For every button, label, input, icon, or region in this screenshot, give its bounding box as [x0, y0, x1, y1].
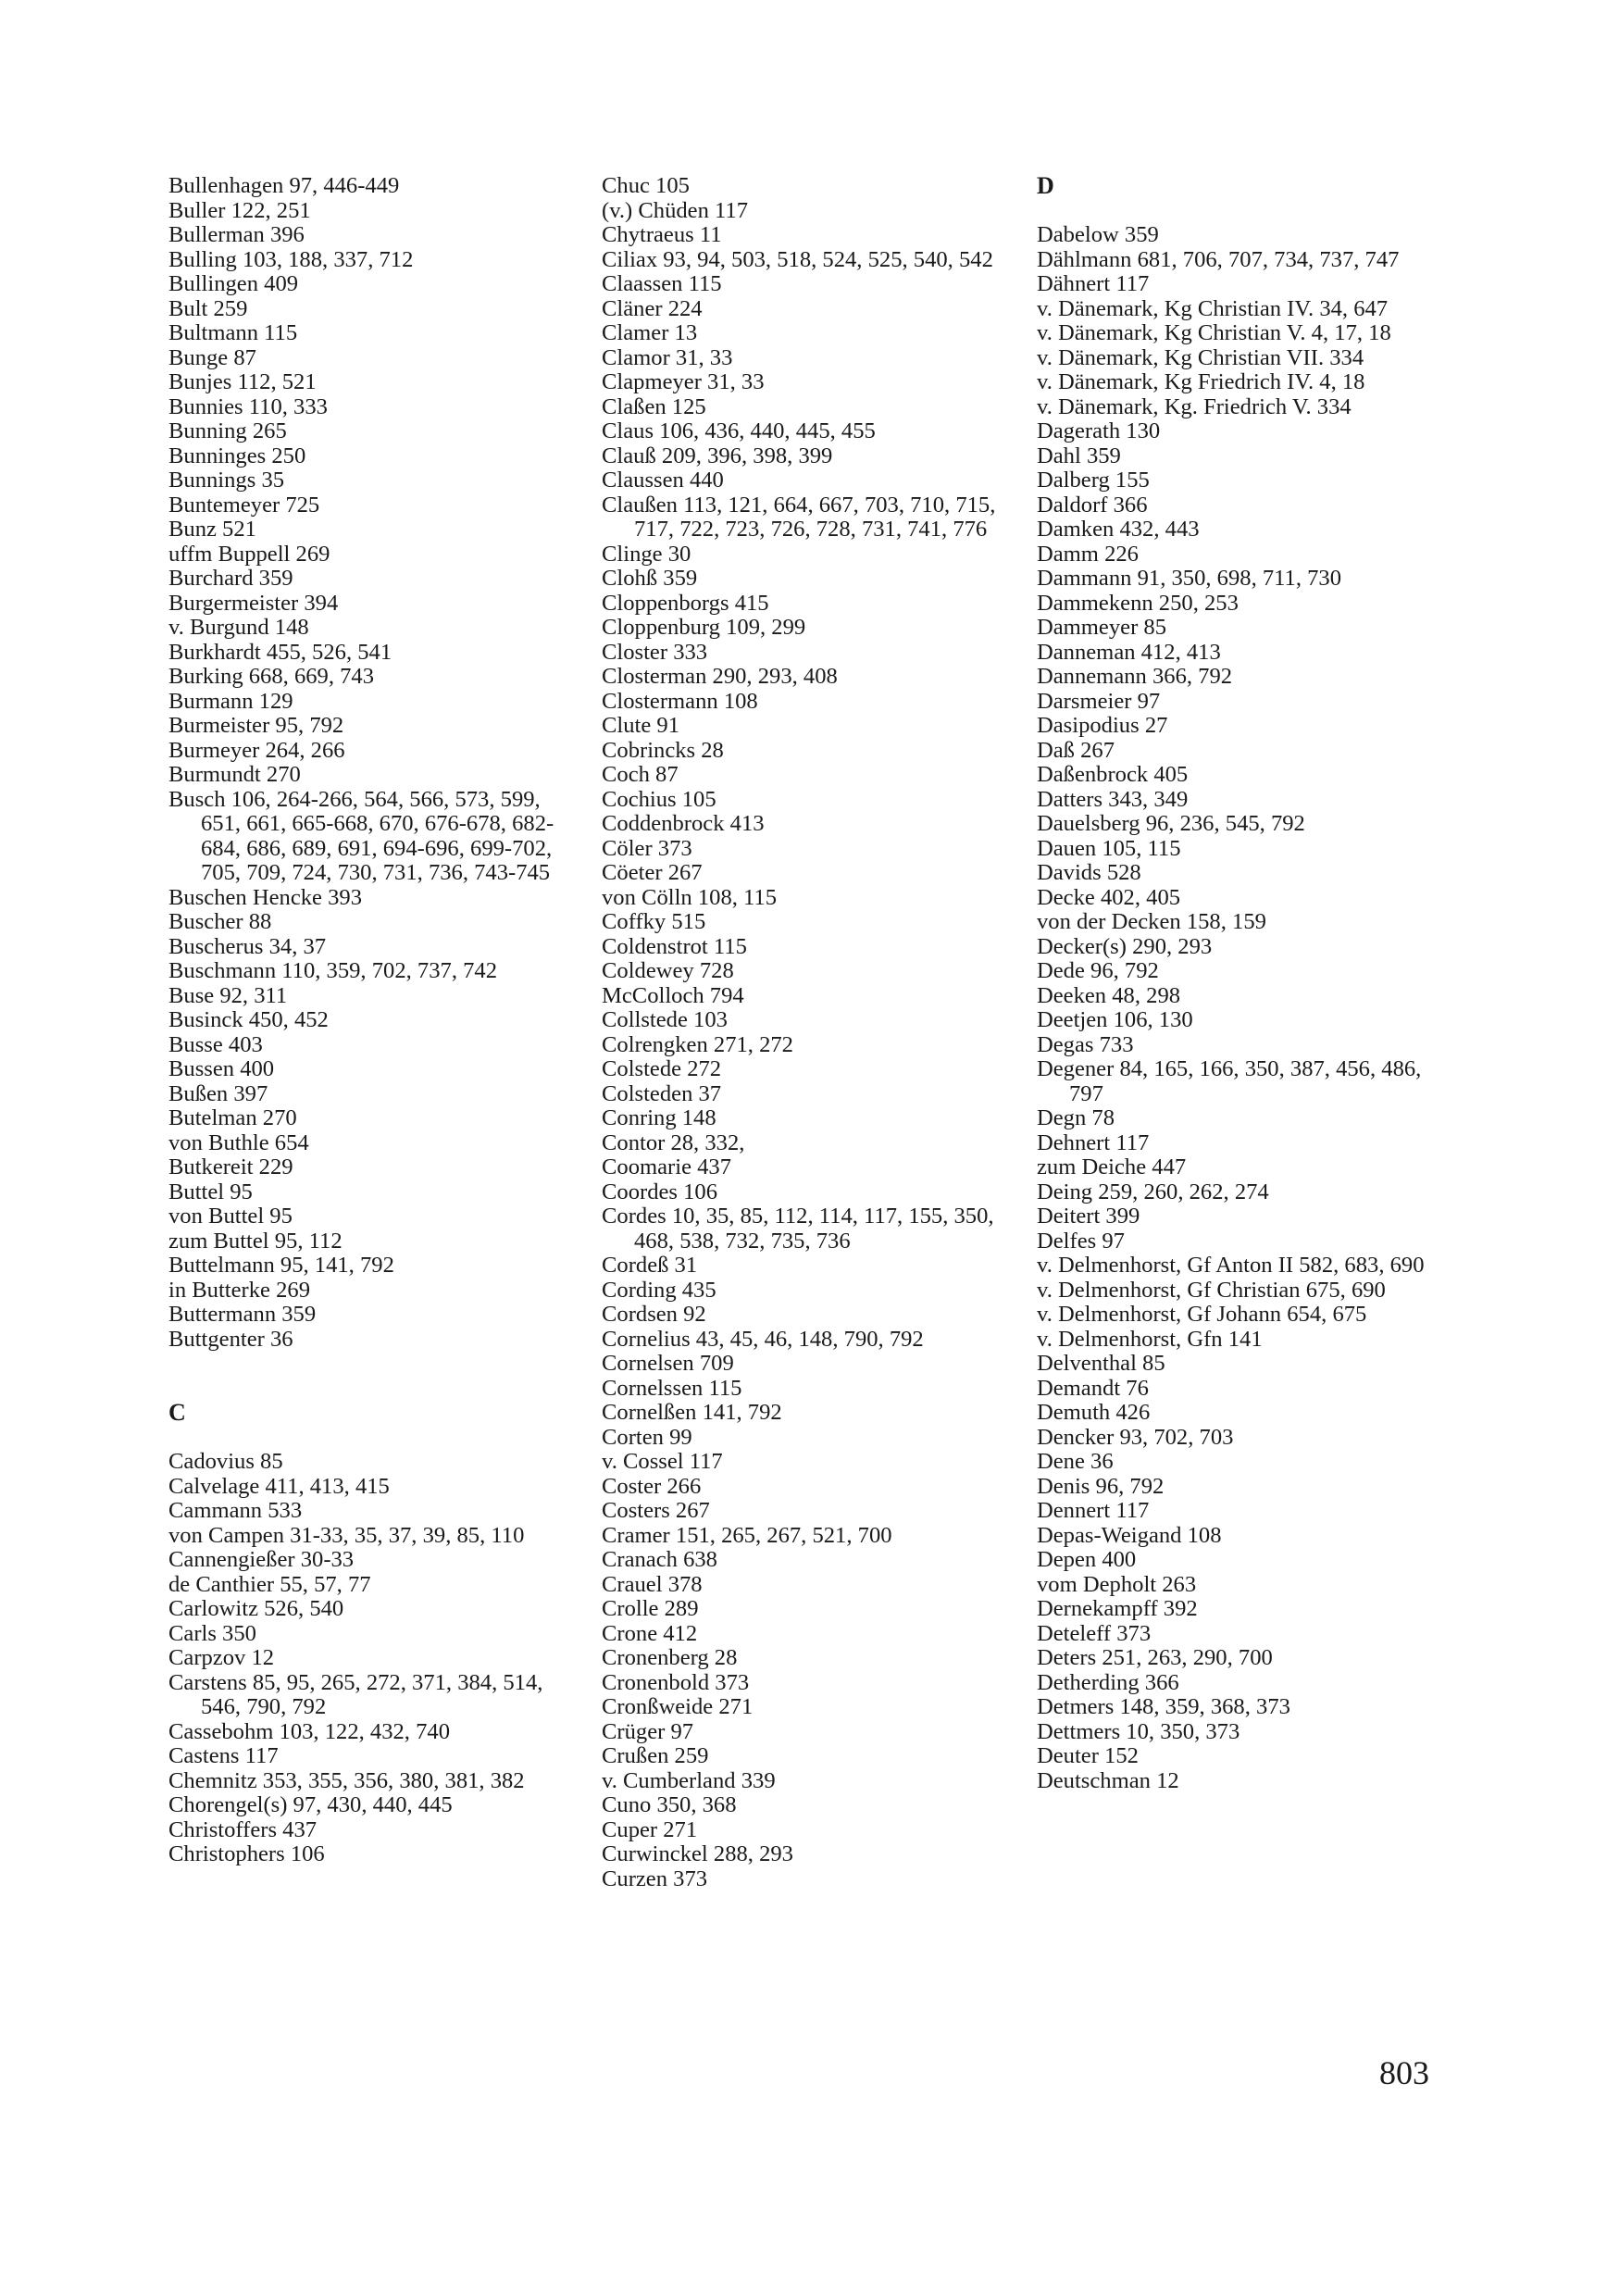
index-entry: v. Dänemark, Kg Christian VII. 334	[1037, 344, 1364, 370]
index-entry: Crüger 97	[602, 1718, 694, 1744]
index-section-c-continued	[602, 174, 1002, 1891]
index-entry: Coch 87	[602, 762, 679, 787]
index-entry: Clinge 30	[602, 541, 691, 567]
index-entry: Dauelsberg 96, 236, 545, 792	[1037, 811, 1305, 836]
index-entry: Cöler 373	[602, 835, 692, 861]
index-entry: uffm Buppell 269	[168, 541, 330, 567]
index-entry: Conring 148	[602, 1105, 716, 1130]
index-entry: Daß 267	[1037, 737, 1115, 763]
index-section-d	[1037, 223, 1439, 1793]
index-entry: Buscherus 34, 37	[168, 933, 327, 959]
index-entry: Cläner 224	[602, 295, 703, 321]
index-entry: Decker(s) 290, 293	[1037, 933, 1213, 959]
index-entry: Coomarie 437	[602, 1154, 732, 1179]
index-entry: Butelman 270	[168, 1105, 297, 1130]
index-entry: Bunge 87	[168, 344, 256, 370]
index-entry: Demandt 76	[1037, 1375, 1149, 1401]
index-entry: von Cölln 108, 115	[602, 884, 778, 910]
index-entry: Detherding 366	[1037, 1669, 1179, 1695]
index-entry: v. Dänemark, Kg. Friedrich V. 334	[1037, 393, 1352, 419]
index-entry: Crone 412	[602, 1620, 698, 1646]
index-entry: Bulling 103, 188, 337, 712	[168, 246, 414, 272]
index-entry: Buscher 88	[168, 909, 272, 934]
index-entry: Colrengken 271, 272	[602, 1031, 793, 1057]
index-entry: v. Delmenhorst, Gf Anton II 582, 683, 690	[1037, 1253, 1425, 1278]
index-entry: Colstede 272	[602, 1056, 722, 1081]
index-entry: Degener 84, 165, 166, 350, 387, 456, 486, 797	[1037, 1056, 1422, 1106]
index-entry: Cranach 638	[602, 1547, 717, 1572]
index-entry: zum Deiche 447	[1037, 1154, 1187, 1179]
index-entry: Burmeyer 264, 266	[168, 737, 345, 763]
index-entry: Burkhardt 455, 526, 541	[168, 639, 392, 665]
index-entry: Busch 106, 264-266, 564, 566, 573, 599, 651, 661, 665-668, 670, 676-678, 682-684, 686, 689, 691, 694-696, 699-702, 705, 709, 724, 730, 731, 736, 743-745	[168, 786, 554, 885]
index-entry: Cochius 105	[602, 786, 716, 812]
index-entry: v. Cossel 117	[602, 1449, 723, 1474]
index-entry: Dernekampff 392	[1037, 1596, 1198, 1621]
index-entry: Deutschman 12	[1037, 1767, 1179, 1793]
index-entry: Coddenbrock 413	[602, 811, 765, 836]
index-entry: Bußen 397	[168, 1080, 268, 1106]
index-entry: Buschen Hencke 393	[168, 884, 362, 910]
index-entry: Cuper 271	[602, 1816, 698, 1842]
index-entry: v. Delmenhorst, Gf Christian 675, 690	[1037, 1277, 1386, 1303]
index-entry: Buse 92, 311	[168, 982, 288, 1008]
index-entry: Danneman 412, 413	[1037, 639, 1221, 665]
index-entry: Cloppenborgs 415	[602, 590, 769, 616]
index-entry: von Campen 31-33, 35, 37, 39, 85, 110	[168, 1522, 525, 1548]
index-entry: von Buthle 654	[168, 1129, 309, 1155]
index-entry: Contor 28, 332,	[602, 1129, 745, 1155]
index-entry: Delfes 97	[1037, 1228, 1125, 1254]
index-entry: de Canthier 55, 57, 77	[168, 1571, 371, 1597]
index-entry: Cornelsen 709	[602, 1351, 734, 1376]
index-entry: Dauen 105, 115	[1037, 835, 1181, 861]
index-entry: Busse 403	[168, 1031, 263, 1057]
index-entry: Degas 733	[1037, 1031, 1134, 1057]
index-entry: v. Dänemark, Kg Christian IV. 34, 647	[1037, 295, 1389, 321]
index-entry: Deteleff 373	[1037, 1620, 1152, 1646]
index-entry: Daßenbrock 405	[1037, 762, 1189, 787]
index-entry: Collstede 103	[602, 1007, 728, 1032]
index-entry: Cordeß 31	[602, 1253, 698, 1278]
index-entry: vom Depholt 263	[1037, 1571, 1197, 1597]
index-entry: Burmeister 95, 792	[168, 713, 344, 738]
section-letter-d: D	[1037, 172, 1054, 199]
index-entry: (v.) Chüden 117	[602, 197, 749, 223]
index-entry: Depas-Weigand 108	[1037, 1522, 1222, 1548]
index-entry: Carstens 85, 95, 265, 272, 371, 384, 514, 546, 790, 792	[168, 1669, 543, 1719]
index-entry: Cöeter 267	[602, 860, 703, 885]
index-entry: Dagerath 130	[1037, 418, 1161, 443]
section-gap	[168, 1426, 567, 1451]
index-entry: v. Burgund 148	[168, 615, 309, 640]
index-entry: Buschmann 110, 359, 702, 737, 742	[168, 958, 497, 983]
index-entry: Bullenhagen 97, 446-449	[168, 173, 400, 198]
index-entry: Cornelius 43, 45, 46, 148, 790, 792	[602, 1326, 924, 1352]
index-entry: Bunjes 112, 521	[168, 369, 317, 394]
index-entry: McColloch 794	[602, 982, 744, 1008]
index-entry: von der Decken 158, 159	[1037, 909, 1266, 934]
index-entry: Cronenberg 28	[602, 1645, 738, 1670]
index-entry: Bunnies 110, 333	[168, 393, 328, 419]
index-entry: Clapmeyer 31, 33	[602, 369, 765, 394]
index-entry: Claußen 113, 121, 664, 667, 703, 710, 715, 717, 722, 723, 726, 728, 731, 741, 776	[602, 492, 996, 542]
index-entry: Burmann 129	[168, 688, 293, 714]
index-entry: Bultmann 115	[168, 320, 298, 345]
index-column-2	[602, 174, 1002, 1891]
index-entry: Dannemann 366, 792	[1037, 664, 1233, 689]
index-entry: Coffky 515	[602, 909, 706, 934]
index-entry: Dennert 117	[1037, 1498, 1150, 1523]
index-entry: Cramer 151, 265, 267, 521, 700	[602, 1522, 892, 1548]
index-entry: Burking 668, 669, 743	[168, 664, 375, 689]
index-entry: Dammann 91, 350, 698, 711, 730	[1037, 566, 1342, 591]
index-entry: Davids 528	[1037, 860, 1141, 885]
index-entry: Buller 122, 251	[168, 197, 311, 223]
index-entry: Cronßweide 271	[602, 1694, 754, 1719]
index-entry: Dammeyer 85	[1037, 615, 1166, 640]
index-entry: Chytraeus 11	[602, 222, 722, 247]
index-entry: Clauß 209, 396, 398, 399	[602, 443, 833, 468]
index-entry: Cordsen 92	[602, 1302, 706, 1327]
index-entry: Dahl 359	[1037, 443, 1121, 468]
index-entry: Claussen 440	[602, 468, 724, 493]
index-entry: Clohß 359	[602, 566, 698, 591]
index-entry: Carpzov 12	[168, 1645, 275, 1670]
index-entry: Dene 36	[1037, 1449, 1114, 1474]
index-entry: zum Buttel 95, 112	[168, 1228, 343, 1254]
index-entry: Ciliax 93, 94, 503, 518, 524, 525, 540, 542	[602, 246, 993, 272]
index-entry: Cornelssen 115	[602, 1375, 742, 1401]
index-entry: Closter 333	[602, 639, 708, 665]
index-column-1	[168, 174, 567, 1867]
index-entry: Deters 251, 263, 290, 700	[1037, 1645, 1273, 1670]
index-entry: Colsteden 37	[602, 1080, 722, 1106]
index-entry: Buttel 95	[168, 1179, 253, 1204]
index-entry: Burchard 359	[168, 566, 293, 591]
index-entry: Costers 267	[602, 1498, 710, 1523]
index-entry: Delventhal 85	[1037, 1351, 1165, 1376]
index-entry: Clute 91	[602, 713, 680, 738]
index-entry: Coldenstrot 115	[602, 933, 747, 959]
index-entry: Cuno 350, 368	[602, 1792, 737, 1817]
index-section-c	[168, 1450, 567, 1867]
index-entry: Dammekenn 250, 253	[1037, 590, 1239, 616]
index-entry: Clamer 13	[602, 320, 698, 345]
index-section-b	[168, 174, 567, 1352]
index-entry: Coster 266	[602, 1473, 702, 1499]
index-entry: Cloppenburg 109, 299	[602, 615, 806, 640]
index-entry: Buttelmann 95, 141, 792	[168, 1253, 394, 1278]
index-entry: Buntemeyer 725	[168, 492, 320, 518]
page-number: 803	[1379, 2054, 1429, 2091]
index-entry: Deetjen 106, 130	[1037, 1007, 1193, 1032]
index-entry: Businck 450, 452	[168, 1007, 329, 1032]
index-entry: Depen 400	[1037, 1547, 1137, 1572]
index-entry: Dabelow 359	[1037, 222, 1159, 247]
index-entry: Damken 432, 443	[1037, 517, 1200, 542]
index-entry: Crolle 289	[602, 1596, 699, 1621]
index-entry: Dencker 93, 702, 703	[1037, 1424, 1234, 1450]
index-entry: Bullerman 396	[168, 222, 305, 247]
index-entry: Bunninges 250	[168, 443, 306, 468]
index-entry: Deitert 399	[1037, 1204, 1140, 1229]
index-entry: Carls 350	[168, 1620, 256, 1646]
index-entry: Dehnert 117	[1037, 1129, 1150, 1155]
index-entry: v. Dänemark, Kg Friedrich IV. 4, 18	[1037, 369, 1365, 394]
index-entry: Darsmeier 97	[1037, 688, 1161, 714]
index-entry: Dettmers 10, 350, 373	[1037, 1718, 1240, 1744]
index-entry: Dasipodius 27	[1037, 713, 1168, 738]
index-entry: Dalberg 155	[1037, 468, 1150, 493]
index-entry: Deeken 48, 298	[1037, 982, 1181, 1008]
index-entry: Corten 99	[602, 1424, 692, 1450]
index-entry: Degn 78	[1037, 1105, 1115, 1130]
index-entry: Clamor 31, 33	[602, 344, 733, 370]
index-entry: Claassen 115	[602, 271, 722, 296]
index-entry: Closterman 290, 293, 408	[602, 664, 838, 689]
index-entry: Deuter 152	[1037, 1743, 1139, 1768]
index-entry: Cording 435	[602, 1277, 716, 1303]
index-entry: Dählmann 681, 706, 707, 734, 737, 747	[1037, 246, 1400, 272]
index-column-3	[1037, 174, 1439, 1793]
index-entry: Bunning 265	[168, 418, 287, 443]
index-entry: Claus 106, 436, 440, 445, 455	[602, 418, 876, 443]
index-entry: Bunnings 35	[168, 468, 285, 493]
index-entry: Carlowitz 526, 540	[168, 1596, 344, 1621]
index-entry: Buttermann 359	[168, 1302, 317, 1327]
index-entry: Demuth 426	[1037, 1400, 1151, 1425]
index-entry: Cadovius 85	[168, 1449, 283, 1474]
index-entry: Crußen 259	[602, 1743, 709, 1768]
index-entry: Cammann 533	[168, 1498, 303, 1523]
index-entry: von Buttel 95	[168, 1204, 293, 1229]
index-entry: Daldorf 366	[1037, 492, 1148, 518]
index-entry: v. Delmenhorst, Gf Johann 654, 675	[1037, 1302, 1367, 1327]
index-entry: Dede 96, 792	[1037, 958, 1159, 983]
index-entry: Cassebohm 103, 122, 432, 740	[168, 1718, 450, 1744]
index-entry: Deing 259, 260, 262, 274	[1037, 1179, 1269, 1204]
index-entry: Crauel 378	[602, 1571, 703, 1597]
index-entry: Chorengel(s) 97, 430, 440, 445	[168, 1792, 453, 1817]
index-entry: Butkereit 229	[168, 1154, 293, 1179]
index-entry: Coldewey 728	[602, 958, 734, 983]
index-entry: Buttgenter 36	[168, 1326, 293, 1352]
index-entry: Cronenbold 373	[602, 1669, 750, 1695]
index-entry: Coordes 106	[602, 1179, 718, 1204]
index-entry: Datters 343, 349	[1037, 786, 1189, 812]
index-entry: v. Delmenhorst, Gfn 141	[1037, 1326, 1263, 1352]
index-entry: Chemnitz 353, 355, 356, 380, 381, 382	[168, 1767, 525, 1793]
index-entry: Bult 259	[168, 295, 248, 321]
index-entry: Clostermann 108	[602, 688, 758, 714]
index-entry: Calvelage 411, 413, 415	[168, 1473, 390, 1499]
index-entry: Damm 226	[1037, 541, 1139, 567]
section-gap	[1037, 199, 1439, 224]
index-entry: Bussen 400	[168, 1056, 275, 1081]
index-entry: Christoffers 437	[168, 1816, 318, 1842]
index-entry: v. Dänemark, Kg Christian V. 4, 17, 18	[1037, 320, 1391, 345]
index-entry: Cannengießer 30-33	[168, 1547, 355, 1572]
index-entry: Detmers 148, 359, 368, 373	[1037, 1694, 1290, 1719]
index-entry: Burmundt 270	[168, 762, 301, 787]
index-entry: Curwinckel 288, 293	[602, 1841, 793, 1866]
index-entry: Bullingen 409	[168, 271, 299, 296]
index-entry: Burgermeister 394	[168, 590, 339, 616]
index-entry: Decke 402, 405	[1037, 884, 1181, 910]
section-letter-c: C	[168, 1399, 186, 1426]
index-entry: Bunz 521	[168, 517, 256, 542]
index-entry: Denis 96, 792	[1037, 1473, 1165, 1499]
index-entry: Cobrincks 28	[602, 737, 724, 763]
index-entry: in Butterke 269	[168, 1277, 311, 1303]
index-entry: Castens 117	[168, 1743, 279, 1768]
index-entry: Cordes 10, 35, 85, 112, 114, 117, 155, 350, 468, 538, 732, 735, 736	[602, 1204, 994, 1254]
index-entry: Chuc 105	[602, 173, 690, 198]
index-entry: Dähnert 117	[1037, 271, 1150, 296]
section-gap	[168, 1352, 567, 1401]
index-entry: v. Cumberland 339	[602, 1767, 776, 1793]
index-entry: Christophers 106	[168, 1841, 325, 1866]
index-entry: Claßen 125	[602, 393, 706, 419]
index-entry: Curzen 373	[602, 1866, 708, 1891]
index-entry: Cornelßen 141, 792	[602, 1400, 782, 1425]
